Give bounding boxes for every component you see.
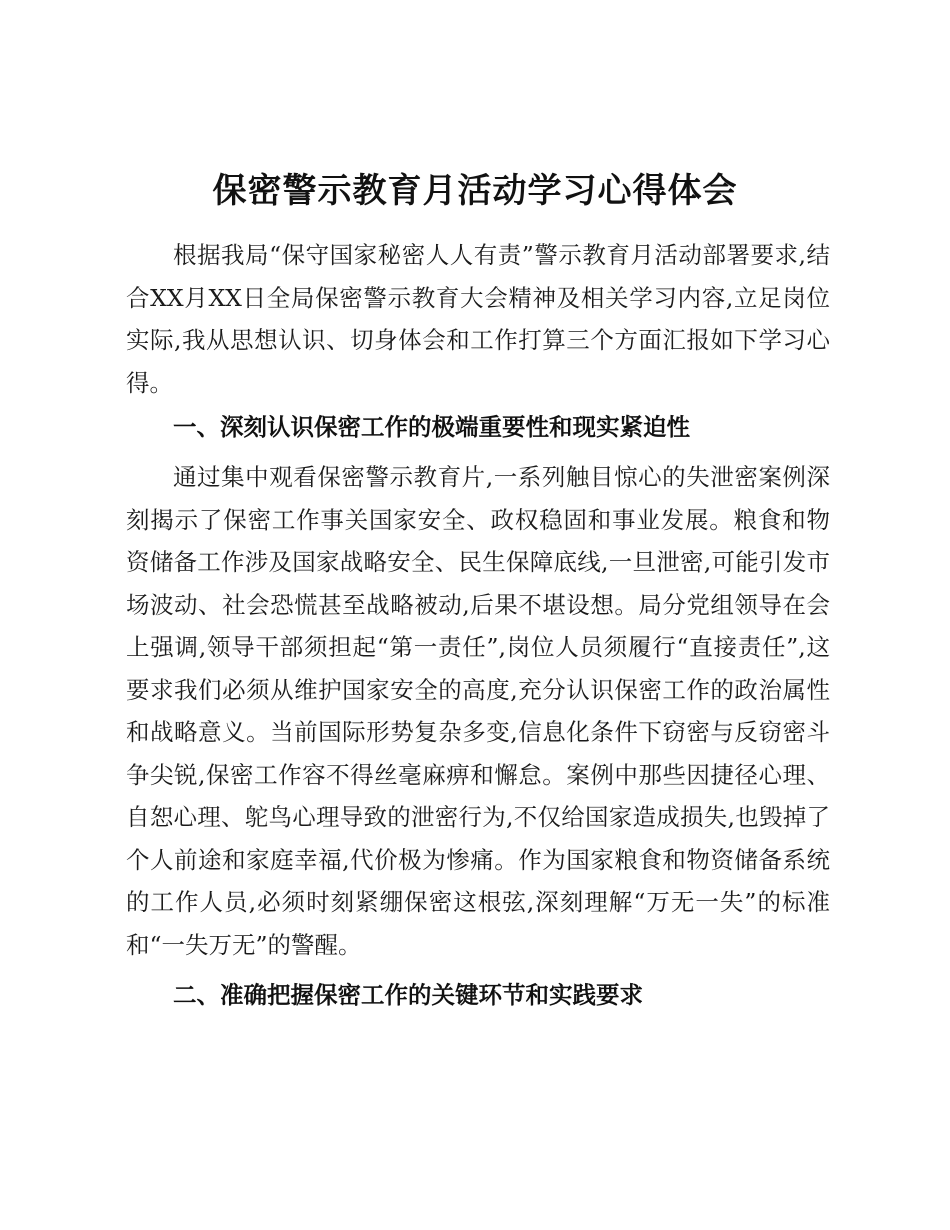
section-1-paragraph: 通过集中观看保密警示教育片,一系列触目惊心的失泄密案例深刻揭示了保密工作事关国家安全、政权稳固和事业发展。粮食和物资储备工作涉及国家战略安全、民生保障底线,一旦泄密,可能引发市场波动、社会恐慌甚至战略被动,后果不堪设想。局分党组领导在会上强调,领导干部须担起“第一责任”,岗位人员须履行“直接责任”,这要求我们必须从维护国家安全的高度,充分认识保密工作的政治属性和战略意义。当前国际形势复杂多变,信息化条件下窃密与反窃密斗争尖锐,保密工作容不得丝毫麻痹和懈怠。案例中那些因捷径心理、自恕心理、鸵鸟心理导致的泄密行为,不仅给国家造成损失,也毁掉了个人前途和家庭幸福,代价极为惨痛。作为国家粮食和物资储备系统的工作人员,必须时刻紧绷保密这根弦,深刻理解“万无一失”的标准和“一失万无”的警醒。 (126, 463, 830, 959)
section-2-heading: 二、准确把握保密工作的关键环节和实践要求 (173, 981, 643, 1009)
section-1-heading: 一、深刻认识保密工作的极端重要性和现实紧迫性 (173, 413, 690, 441)
intro-paragraph: 根据我局“保守国家秘密人人有责”警示教育月活动部署要求,结合XX月XX日全局保密警示教育大会精神及相关学习内容,立足岗位实际,我从思想认识、切身体会和工作打算三个方面汇报如下学习心得。 (126, 241, 830, 397)
document-title: 保密警示教育月活动学习心得体会 (212, 171, 738, 211)
